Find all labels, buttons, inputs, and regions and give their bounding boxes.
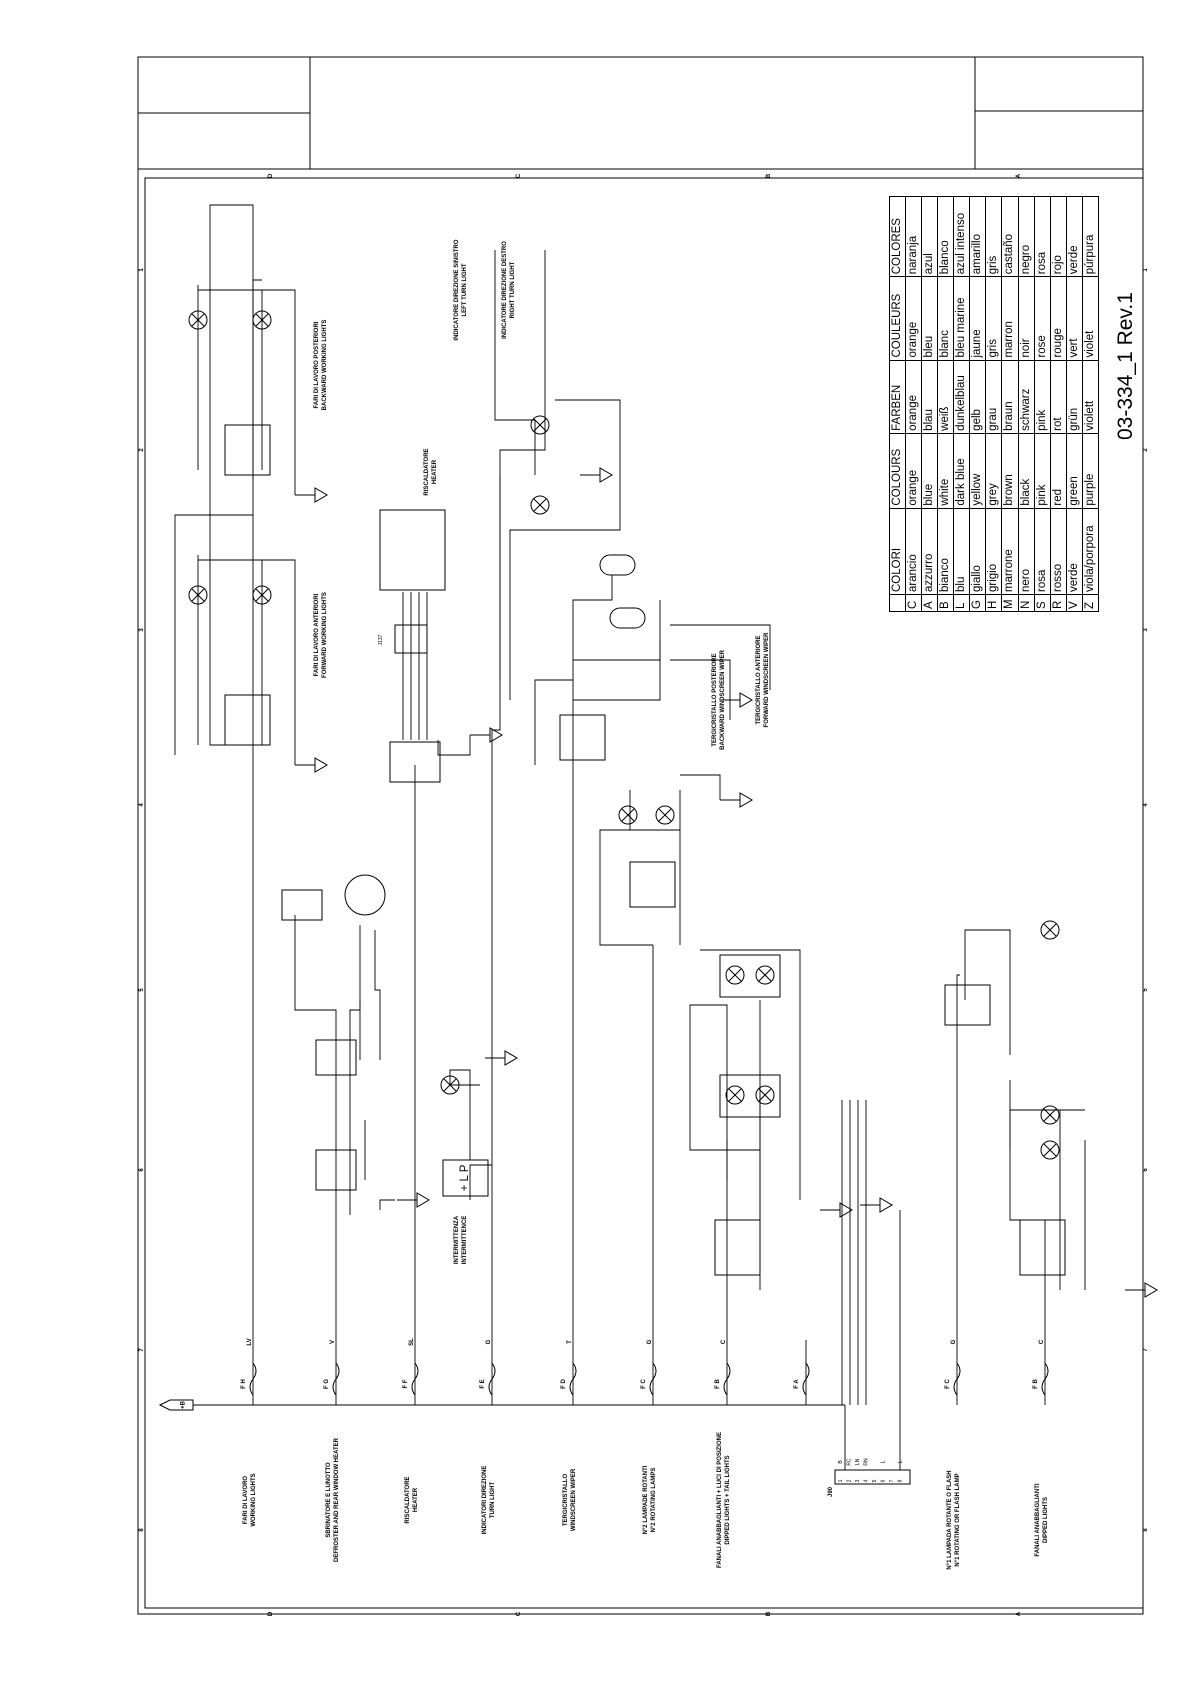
fuse-id: F G [324,1379,330,1389]
connector-pin: 2 [846,1479,853,1483]
circuit-label-en: DIPPED LIGHTS + TAIL LIGHTS [725,1455,731,1545]
ground-symbol [295,758,327,772]
colour-table-row [906,197,922,612]
colour-name: COULEURS [890,277,906,360]
heater-label-en: HEATER [432,459,438,485]
wiper-motor-front [610,608,645,628]
fuse-wire: C [721,1339,727,1345]
circuit-label-en: WORKING LIGHTS [251,1473,257,1527]
circuit-label-it: SBRINATORE E LUNOTTO [326,1462,332,1538]
fuse-id: F H [241,1379,247,1389]
colour-name: noir [1018,277,1034,360]
colour-table-row [1018,197,1034,612]
fuse-wire: G [647,1339,653,1345]
colour-name: pink [1034,433,1050,508]
colour-name: blau [922,360,938,433]
circuit-label-it: RISCALDATORE [405,1476,411,1524]
colour-table-row [970,197,986,612]
colour-name: verde [1066,197,1082,277]
lamp [756,966,774,984]
connector-wire: RC [846,1458,853,1466]
ground-symbol [820,1203,852,1217]
colour-name: grün [1066,360,1082,433]
fuse-wire: C [1039,1339,1045,1345]
fuse-wire: V [330,1339,336,1345]
colour-name: green [1066,433,1082,508]
connector-pin: 4 [863,1479,870,1483]
colour-name: grey [986,433,1002,508]
ground-symbol [485,1051,517,1065]
zone-marker-bottom: B [766,1611,772,1617]
colour-name: blue [922,433,938,508]
fuse-id: F C [641,1379,647,1389]
colour-name: bleu [922,277,938,360]
colour-name: azul intenso [954,197,970,277]
zone-marker-right: 3 [1143,628,1149,632]
colour-name: azzurro [922,508,938,594]
heater-box [380,510,445,590]
fuse-id: F C [945,1379,951,1389]
colour-name: castaño [1002,197,1018,277]
colour-code: G [970,595,986,612]
colour-table-row [1050,197,1066,612]
drawing-number: 03-334_1 Rev.1 [1114,292,1137,440]
colour-name: púrpura [1082,197,1098,277]
colour-name: giallo [970,508,986,594]
circuit-label-en: N°2 ROTATING LAMPS [651,1467,657,1533]
connector-pin: 1 [838,1479,844,1483]
ground-symbol [720,793,752,807]
fuse-id: F F [403,1379,409,1389]
colour-name: rosa [1034,508,1050,594]
colour-code: N [1018,595,1034,612]
colour-name: grigio [986,508,1002,594]
zone-marker-top: B [766,173,772,179]
front-work-lights-label-en: FORWARD WORKING LIGHTS [322,592,328,678]
ground-symbol [860,1198,892,1212]
connector-wire: B [838,1460,844,1464]
circuit-label-en: N°1 ROTATING OR FLASH LAMP [955,1473,961,1567]
lamp [756,1086,774,1104]
zone-marker-bottom: D [268,1611,274,1617]
colour-table-header [890,197,906,612]
circuit-label-it: N°2 LAMPADE ROTANTI [643,1465,649,1535]
ground-symbol [580,468,612,482]
circuit-label-it: INDICATORI DIREZIONE [482,1465,488,1535]
colour-name: orange [906,433,922,508]
colour-name: bianco [938,508,954,594]
colour-name: rouge [1050,277,1066,360]
zone-marker-top: A [1016,173,1022,179]
ground-symbol [397,1193,429,1207]
colour-name: grau [986,360,1002,433]
colour-name: rot [1050,360,1066,433]
zone-marker-left: 5 [139,988,145,992]
colour-name: marron [1002,277,1018,360]
circuit-label-en: DEFROSTER AND REAR WINDOW HEATER [334,1438,340,1562]
colour-name: schwarz [1018,360,1034,433]
defroster-element [282,890,322,920]
circuit-label-it: FARI DI LAVORO [243,1475,249,1525]
zone-marker-right: 6 [1143,1168,1149,1172]
colour-name: COLOURS [890,433,906,508]
zone-marker-left: 2 [139,448,145,452]
left-turn-label-it: INDICATORE DIREZIONE SINISTRO [454,239,460,341]
front-wiper-label-en: FORWARD WINDSCREEN WIPER [764,632,770,728]
circuit-label-en: HEATER [413,1487,419,1513]
front-work-lights-label-it: FARI DI LAVORO ANTERIORI [314,593,320,677]
rear-work-lights-label-it: FARI DI LAVORO POSTERIORI [314,321,320,409]
colour-name: orange [906,277,922,360]
colour-table-row [986,197,1002,612]
rear-lights-relay [225,425,270,475]
colour-name: brown [1002,433,1018,508]
colour-name: bleu marine [954,277,970,360]
circuit-label-en: DIPPED LIGHTS [1043,1496,1049,1544]
zone-marker-left: 7 [139,1348,145,1352]
colour-code: R [1050,595,1066,612]
colour-name: naranja [906,197,922,277]
zone-marker-right: 8 [1143,1528,1149,1532]
lamp [619,806,637,824]
colour-name: braun [1002,360,1018,433]
colour-name: weiß [938,360,954,433]
zone-marker-right: 1 [1143,268,1149,272]
colour-code: L [954,595,970,612]
zone-marker-left: 8 [139,1528,145,1532]
front-lights-relay [225,695,270,745]
colour-name: viola/porpora [1082,508,1098,594]
circuit-label-it: TERGICRISTALLO [563,1473,569,1527]
lamp [656,806,674,824]
ground-symbol [1125,1283,1157,1297]
zone-marker-left: 4 [139,803,145,807]
lamp [1041,1106,1059,1124]
colour-name: rojo [1050,197,1066,277]
front-wiper-label-it: TERGICRISTALLO ANTERIORE [756,635,762,725]
colour-name: jaune [970,277,986,360]
lamp [1041,1141,1059,1159]
connector-wire: L [897,1460,904,1464]
colour-name: rosso [1050,508,1066,594]
dipped-lights-relay-2 [1020,1220,1065,1275]
fuse-id: F D [561,1379,567,1389]
colour-name: black [1018,433,1034,508]
colour-name: marrone [1002,508,1018,594]
colour-name: COLORES [890,197,906,277]
colour-name: rosa [1034,197,1050,277]
colour-name: gris [986,277,1002,360]
fuse-wire: G [486,1339,492,1345]
supply-arrow [160,1400,193,1410]
circuit-label-it: FANALI ANABBAGLIANTI + LUCI DI POSIZIONE [717,1432,723,1568]
colour-name: dark blue [954,433,970,508]
connector-wire: L [880,1460,887,1464]
zone-marker-right: 4 [1143,803,1149,807]
zone-marker-left: 6 [139,1168,145,1172]
zone-marker-right: 5 [1143,988,1149,992]
zone-marker-top: D [268,173,274,179]
zone-marker-bottom: C [516,1611,522,1617]
colour-name: blu [954,508,970,594]
colour-name: orange [906,360,922,433]
colour-name: yellow [970,433,986,508]
colour-code: V [1066,595,1082,612]
lamp [531,416,549,434]
rotating-lamp-pair-upper [720,955,780,997]
connector-wire: LN [855,1458,861,1466]
colour-name: red [1050,433,1066,508]
connector-pin: 6 [880,1479,887,1483]
zone-marker-left: 1 [139,268,145,272]
colour-name: verde [1066,508,1082,594]
colour-name: violet [1082,277,1098,360]
flasher-pins: + L P [459,1164,471,1192]
colour-name: blanc [938,277,954,360]
colour-code: C [906,595,922,612]
fuse-id: F A [794,1379,800,1389]
colour-name: rose [1034,277,1050,360]
colour-table-row [938,197,954,612]
connector-pin: 5 [872,1479,878,1483]
colour-code: Z [1082,595,1098,612]
circuit-label-en: TURN LIGHT [490,1481,496,1519]
rear-wiper-label-en: BACKWARD WINDSCREEN WIPER [720,650,726,750]
circuit-label-en: WINDSCREEN WIPER [571,1468,577,1532]
lamp [726,1086,744,1104]
colour-code-table [889,196,1099,612]
lamp [531,496,549,514]
fan-motor [345,875,385,915]
lamp [1041,921,1059,939]
colour-name: COLORI [890,508,906,594]
colour-name: pink [1034,360,1050,433]
supply-label: +B [180,1401,187,1409]
right-turn-label-it: INDICATORE DIREZIONE DESTRO [502,241,508,339]
right-turn-label-en: RIGHT TURN LIGHT [510,261,516,319]
flasher-label-it: INTERMITTENZA [454,1215,460,1265]
colour-name: nero [1018,508,1034,594]
rotating-lamps-relay [630,862,675,907]
zone-marker-bottom: A [1016,1611,1022,1617]
connector-name: J90 [828,1486,834,1498]
colour-code [890,595,906,612]
colour-table-row [1082,197,1098,612]
heater-label-it: RISCALDATORE [424,448,430,496]
colour-table-row [922,197,938,612]
colour-code: S [1034,595,1050,612]
colour-name: white [938,433,954,508]
colour-code: M [1002,595,1018,612]
colour-code: A [922,595,938,612]
colour-name: FARBEN [890,360,906,433]
fuse-id: F E [480,1379,486,1389]
connector-pin: 8 [897,1479,904,1483]
colour-name: arancio [906,508,922,594]
connector-pin: 3 [855,1479,861,1483]
zone-marker-right: 7 [1143,1348,1149,1352]
fuse-wire: G [951,1339,957,1345]
colour-code: B [938,595,954,612]
zone-marker-left: 3 [139,628,145,632]
colour-name: purple [1082,433,1098,508]
colour-name: vert [1066,277,1082,360]
colour-name: gelb [970,360,986,433]
fuse-wire: SL [409,1338,415,1346]
flasher-label-en: INTERMITTENCE [462,1215,468,1265]
colour-name: violett [1082,360,1098,433]
fuse-wire: LV [247,1338,253,1346]
colour-name: gris [986,197,1002,277]
connector-pin: 7 [889,1479,895,1483]
colour-table-wrap [889,196,1099,612]
colour-table-row [1066,197,1082,612]
fuse-id: F B [1033,1379,1039,1389]
flash-relay [945,985,990,1025]
connector-wire: RN [863,1458,870,1466]
rotating-lamp-pair-lower [720,1075,780,1117]
heater-connector-label: J137 [378,634,384,646]
left-turn-label-en: LEFT TURN LIGHT [462,263,468,317]
zone-marker-top: C [516,173,522,179]
circuit-label-it: FANALI ANABBAGLIANTI [1035,1483,1041,1557]
fuse-id: F B [715,1379,721,1389]
drawing-number-wrap [1106,280,1146,440]
rear-work-lights-label-en: BACKWARD WORKING LIGHTS [322,319,328,411]
wiper-relay [560,715,605,760]
colour-table-row [954,197,970,612]
zone-marker-right: 2 [1143,448,1149,452]
colour-name: azul [922,197,938,277]
circuit-label-it: N°1 LAMPADA ROTANTE O FLASH [947,1470,953,1570]
colour-name: dunkelblau [954,360,970,433]
dipped-lights-relay [715,1220,760,1275]
colour-table-row [1034,197,1050,612]
colour-name: negro [1018,197,1034,277]
colour-table-row [1002,197,1018,612]
lamp [726,966,744,984]
colour-code: H [986,595,1002,612]
colour-name: amarillo [970,197,986,277]
ground-symbol [295,488,327,502]
fuse-wire: T [567,1340,573,1344]
wiper-motor-rear [600,555,635,575]
rear-wiper-label-it: TERGICRISTALLO POSTERIORE [712,653,718,747]
colour-name: blanco [938,197,954,277]
